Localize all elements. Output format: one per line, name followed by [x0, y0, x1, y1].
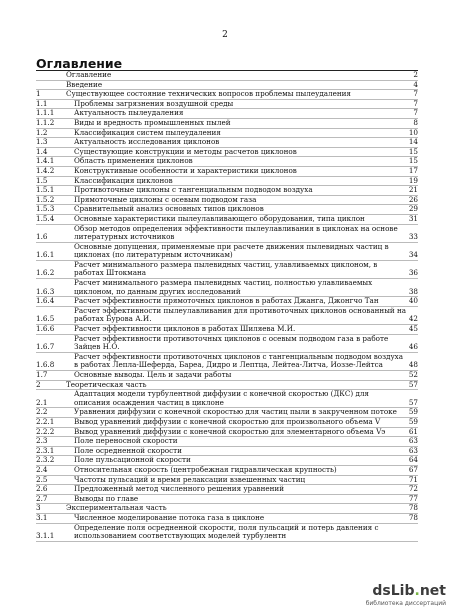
toc-entry-number: 2.5: [36, 474, 48, 484]
toc-entry-number: 1.6.4: [36, 296, 55, 306]
toc-entry[interactable]: [36, 466, 418, 476]
watermark-subtitle: библиотека диссертаций: [365, 600, 446, 607]
toc-entry[interactable]: [36, 353, 418, 371]
toc-entry-title: Область применения циклонов: [74, 157, 193, 166]
toc-entry-page: 7: [413, 98, 418, 108]
toc-entry[interactable]: [36, 335, 418, 353]
toc-entry[interactable]: [36, 297, 418, 307]
toc-entry[interactable]: [36, 167, 418, 177]
toc-entry[interactable]: [36, 418, 418, 428]
toc-entry[interactable]: [36, 279, 418, 297]
toc-entry[interactable]: [36, 447, 418, 457]
toc-entry-number: 1.6.3: [36, 286, 55, 296]
toc-entry-title: Оглавление: [66, 71, 112, 79]
toc-entry-title: Расчет эффективности противоточных циклонов с тангенциальным подводом воздуха в работах Лепла-Шеферда, Бареа, Дидро и Лептца, Лейтеа-Литча, Иоззе-Лейтса: [74, 352, 404, 370]
toc-entry[interactable]: [36, 325, 418, 335]
toc-entry-title: Проблемы загрязнения воздушной среды: [74, 99, 234, 108]
toc-entry-number: 1.6.7: [36, 342, 55, 352]
toc-entry-title: Вывод уравнений диффузии с конечной скоростью для элементарного объема Vэ: [74, 427, 386, 436]
toc-entry[interactable]: [36, 261, 418, 279]
toc-entry[interactable]: [36, 524, 418, 542]
toc-entry-page: 40: [408, 296, 418, 306]
toc-entry-title: Прямоточные циклоны с осевым подводом газа: [74, 195, 257, 204]
toc-entry[interactable]: [36, 514, 418, 524]
table-of-contents: [36, 70, 418, 542]
toc-entry[interactable]: [36, 504, 418, 514]
toc-entry-title: Вывод уравнений диффузии с конечной скоростью для произвольного объема V: [74, 417, 381, 426]
toc-entry[interactable]: [36, 90, 418, 100]
toc-entry-page: 78: [408, 503, 418, 513]
toc-entry-number: 1.5.3: [36, 204, 55, 214]
toc-entry[interactable]: [36, 177, 418, 187]
toc-entry-number: 1.5.2: [36, 194, 55, 204]
toc-entry-title: Относительная скорость (центробежная гидравлическая крупность): [74, 465, 337, 474]
toc-entry[interactable]: [36, 408, 418, 418]
toc-entry-page: 72: [408, 484, 418, 494]
toc-entry[interactable]: [36, 138, 418, 148]
toc-entry-title: Классификация систем пылеудаления: [74, 128, 221, 137]
toc-entry-page: 48: [408, 360, 418, 370]
toc-entry-number: 1.7: [36, 370, 48, 379]
toc-entry-page: 4: [413, 79, 418, 89]
toc-entry[interactable]: [36, 71, 418, 81]
toc-entry-page: 19: [408, 175, 418, 185]
toc-entry-title: Определение поля осредненной скорости, поля пульсаций и потерь давления с использованием соответствующих моделей турбулентн: [74, 523, 379, 541]
toc-entry-number: 1.6.6: [36, 324, 55, 334]
toc-entry-number: 1.6.2: [36, 268, 55, 278]
toc-entry-number: 2.3.1: [36, 445, 55, 455]
toc-entry-number: 2.6: [36, 484, 48, 494]
toc-entry-title: Расчет эффективности циклонов в работах Шиляева М.И.: [74, 325, 296, 334]
toc-entry-number: 1.6: [36, 232, 48, 242]
toc-entry[interactable]: [36, 186, 418, 196]
toc-entry[interactable]: [36, 243, 418, 261]
toc-entry-page: 77: [408, 493, 418, 503]
toc-entry[interactable]: [36, 225, 418, 243]
page-number: 2: [222, 30, 228, 40]
toc-entry-number: 2.4: [36, 464, 48, 474]
toc-entry[interactable]: [36, 371, 418, 381]
toc-entry-title: Основные выводы. Цель и задачи работы: [74, 371, 232, 379]
toc-entry[interactable]: [36, 196, 418, 206]
toc-entry-title: Актуальность пылеудаления: [74, 109, 184, 118]
toc-entry-page: 59: [408, 416, 418, 426]
toc-entry-number: 1.2: [36, 127, 48, 137]
toc-entry-title: Противоточные циклоны с тангенциальным подводом воздуха: [74, 186, 313, 195]
toc-entry-number: 1.6.5: [36, 314, 55, 324]
toc-entry-page: 71: [408, 474, 418, 484]
toc-entry-page: 57: [408, 379, 418, 389]
toc-entry-title: Виды и вредность промышленных пылей: [74, 118, 231, 127]
toc-entry-page: 21: [408, 185, 418, 195]
toc-entry-page: 15: [408, 156, 418, 166]
toc-entry[interactable]: [36, 381, 418, 391]
toc-entry-title: Поле переносной скорости: [74, 437, 178, 446]
toc-entry-page: 8: [413, 117, 418, 127]
toc-title: Оглавление: [36, 56, 123, 71]
toc-entry-page: 26: [408, 194, 418, 204]
toc-entry-title: Расчет эффективности пылеулавливания для противоточных циклонов основанный на работах Бурова А.И.: [74, 306, 407, 324]
toc-entry-number: 2.2: [36, 407, 48, 417]
toc-entry-title: Выводы по главе: [74, 494, 139, 503]
toc-entry-number: 3.1.1: [36, 531, 55, 541]
toc-entry-number: 1.5: [36, 175, 48, 185]
toc-entry-title: Существующее состояние технических вопросов проблемы пылеудаления: [66, 90, 351, 99]
toc-entry-page: 42: [408, 314, 418, 324]
toc-entry[interactable]: [36, 119, 418, 129]
toc-entry-number: 1.1.1: [36, 108, 55, 118]
toc-entry-page: 36: [408, 268, 418, 278]
toc-entry-page: 7: [413, 108, 418, 118]
toc-entry-number: 1.5.1: [36, 185, 55, 195]
toc-entry-page: 10: [408, 127, 418, 137]
toc-entry-number: 1.1: [36, 98, 48, 108]
toc-entry[interactable]: [36, 428, 418, 438]
toc-entry[interactable]: [36, 437, 418, 447]
toc-entry-number: 2.2.2: [36, 426, 55, 436]
toc-entry-number: 1.4: [36, 146, 48, 156]
toc-entry-title: Поле пульсационной скорости: [74, 456, 191, 465]
toc-entry-page: 63: [408, 436, 418, 446]
toc-entry-page: 59: [408, 407, 418, 417]
toc-entry-title: Экспериментальная часть: [66, 504, 167, 513]
toc-entry-title: Введение: [66, 80, 103, 89]
watermark: [358, 583, 446, 611]
toc-entry-title: Расчет эффективности противоточных циклонов с осевым подводом газа в работе Зайцев Н.О.: [74, 334, 389, 352]
toc-entry[interactable]: [36, 81, 418, 91]
toc-entry-title: Численное моделирование потока газа в циклоне: [74, 513, 265, 522]
toc-entry-page: 46: [408, 342, 418, 352]
toc-entry-page: 33: [408, 232, 418, 242]
toc-entry-title: Адаптация модели турбулентной диффузии с конечной скоростью (ДКС) для описания осаждения частиц в циклоне: [74, 390, 369, 407]
toc-entry[interactable]: [36, 109, 418, 119]
toc-entry-number: 1.4.1: [36, 156, 55, 166]
toc-entry[interactable]: [36, 129, 418, 139]
toc-entry-number: 2.1: [36, 397, 48, 407]
toc-entry-page: 78: [408, 512, 418, 522]
toc-entry-title: Расчет минимального размера пылевидных частиц, улавливаемых циклоном, в работах Штокмана: [74, 260, 378, 278]
toc-entry-title: Классификация циклонов: [74, 176, 173, 185]
toc-entry-page: 64: [408, 455, 418, 465]
toc-entry-number: 1.4.2: [36, 165, 55, 175]
toc-entry-page: 38: [408, 286, 418, 296]
toc-entry-number: 3.1: [36, 512, 48, 522]
toc-entry[interactable]: [36, 215, 418, 225]
toc-entry[interactable]: [36, 148, 418, 158]
toc-entry-title: Обзор методов определения эффективности пылеулавливания в циклонах на основе литературных источников: [74, 224, 398, 242]
toc-entry[interactable]: [36, 476, 418, 486]
toc-entry-number: 2.3: [36, 436, 48, 446]
toc-entry-page: 14: [408, 137, 418, 147]
toc-entry-page: 57: [408, 397, 418, 407]
toc-entry-title: Актуальность исследования циклонов: [74, 138, 220, 147]
toc-entry-page: 2: [413, 70, 418, 79]
toc-entry[interactable]: [36, 390, 418, 408]
toc-entry-title: Существующие конструкции и методы расчетов циклонов: [74, 147, 297, 156]
toc-entry-title: Расчет эффективности прямоточных циклонов в работах Джанга, Джонгчо Тан: [74, 297, 379, 306]
toc-entry-title: Теоретическая часть: [66, 380, 147, 389]
toc-entry[interactable]: [36, 485, 418, 495]
toc-entry-title: Основные допущения, применяемые при расчете движения пылевидных частиц в циклонах (по литературным источникам): [74, 242, 389, 260]
toc-entry-number: 2.3.2: [36, 455, 55, 465]
toc-entry-number: 1.3: [36, 137, 48, 147]
toc-entry-number: 1: [36, 89, 41, 99]
toc-entry-number: 1.1.2: [36, 117, 55, 127]
toc-entry-title: Расчет минимального размера пылевидных частиц, полностью улавливаемых циклоном, по данным других исследований: [74, 279, 373, 296]
toc-entry-page: 7: [413, 89, 418, 99]
toc-entry-title: Сравнительный анализ основных типов циклонов: [74, 205, 264, 214]
toc-entry[interactable]: [36, 307, 418, 325]
toc-entry-page: 52: [408, 370, 418, 379]
toc-entry[interactable]: [36, 100, 418, 110]
toc-entry-page: 61: [408, 426, 418, 436]
toc-entry-title: Уравнения диффузии с конечной скоростью для частиц пыли в закрученном потоке: [74, 408, 397, 417]
toc-entry-number: 1.6.1: [36, 250, 55, 260]
toc-entry-title: Частоты пульсаций и время релаксации взвешенных частиц: [74, 475, 306, 484]
toc-entry-title: Предложенный метод численного решения уравнений: [74, 485, 284, 494]
toc-entry-title: Основные характеристики пылеулавливающего оборудования, типа циклон: [74, 214, 365, 223]
watermark-logo: dsLib.net: [372, 583, 446, 599]
toc-entry-number: 3: [36, 503, 41, 513]
toc-entry-title: Конструктивные особенности и характеристики циклонов: [74, 166, 297, 175]
toc-entry-number: 2.2.1: [36, 416, 55, 426]
toc-entry-page: 31: [408, 213, 418, 223]
toc-entry[interactable]: [36, 495, 418, 505]
toc-entry-page: 67: [408, 464, 418, 474]
toc-entry-number: 1.6.8: [36, 360, 55, 370]
toc-entry-page: 63: [408, 445, 418, 455]
toc-entry-page: 34: [408, 250, 418, 260]
toc-entry-number: 2.7: [36, 493, 48, 503]
toc-entry-page: 29: [408, 204, 418, 214]
toc-entry[interactable]: [36, 205, 418, 215]
toc-entry-page: 17: [408, 165, 418, 175]
toc-entry[interactable]: [36, 456, 418, 466]
toc-entry-page: 45: [408, 324, 418, 334]
toc-entry-title: Поле осредненной скорости: [74, 446, 182, 455]
toc-entry-page: 15: [408, 146, 418, 156]
toc-entry-number: 2: [36, 379, 41, 389]
toc-entry-number: 1.5.4: [36, 213, 55, 223]
toc-entry[interactable]: [36, 157, 418, 167]
